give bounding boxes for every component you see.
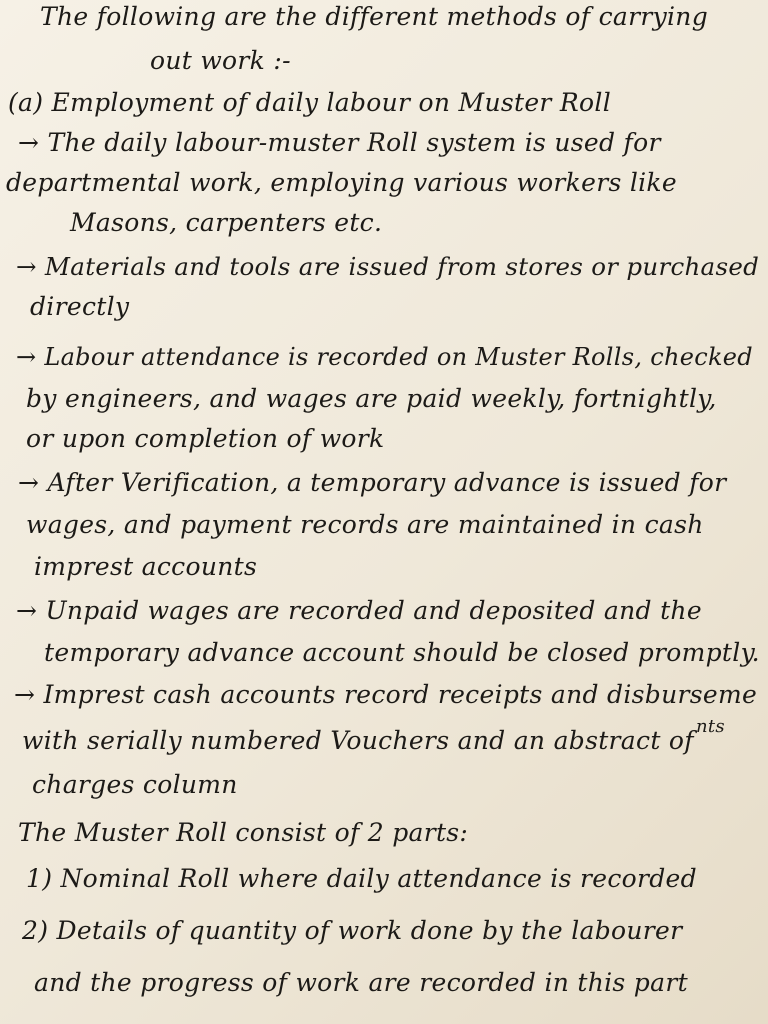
note-line: → Imprest cash accounts record receipts and disburseme <box>14 680 758 709</box>
note-line: → Materials and tools are issued from stores or purchased <box>16 252 760 281</box>
note-line: wages, and payment records are maintained in cash <box>26 510 704 539</box>
note-line: 2) Details of quantity of work done by the labourer <box>22 916 683 945</box>
muster-roll-parts-heading: The Muster Roll consist of 2 parts: <box>18 818 469 847</box>
note-line: 1) Nominal Roll where daily attendance is recorded <box>26 864 697 893</box>
note-line: departmental work, employing various workers like <box>6 168 677 197</box>
note-line: Masons, carpenters etc. <box>70 208 383 237</box>
note-line: temporary advance account should be closed promptly. <box>44 638 760 667</box>
section-a-title: (a) Employment of daily labour on Muster Roll <box>8 88 611 117</box>
note-heading-line-1: The following are the different methods of carrying <box>40 2 708 31</box>
note-line: → Labour attendance is recorded on Muster Rolls, checked <box>16 343 753 371</box>
note-line: with serially numbered Vouchers and an abstract of <box>22 726 694 755</box>
note-line: imprest accounts <box>34 552 258 581</box>
note-line: → Unpaid wages are recorded and deposited and the <box>16 596 702 625</box>
note-line: or upon completion of work <box>26 424 385 453</box>
note-line: and the progress of work are recorded in this part <box>34 968 688 997</box>
note-line-wrap: nts <box>696 716 725 737</box>
note-heading-line-2: out work :- <box>150 46 291 75</box>
note-line: charges column <box>32 770 238 799</box>
note-line: by engineers, and wages are paid weekly, fortnightly, <box>26 384 717 413</box>
note-line: directly <box>30 292 130 321</box>
note-line: → After Verification, a temporary advance is issued for <box>18 468 727 497</box>
note-line: → The daily labour-muster Roll system is used for <box>18 128 661 157</box>
